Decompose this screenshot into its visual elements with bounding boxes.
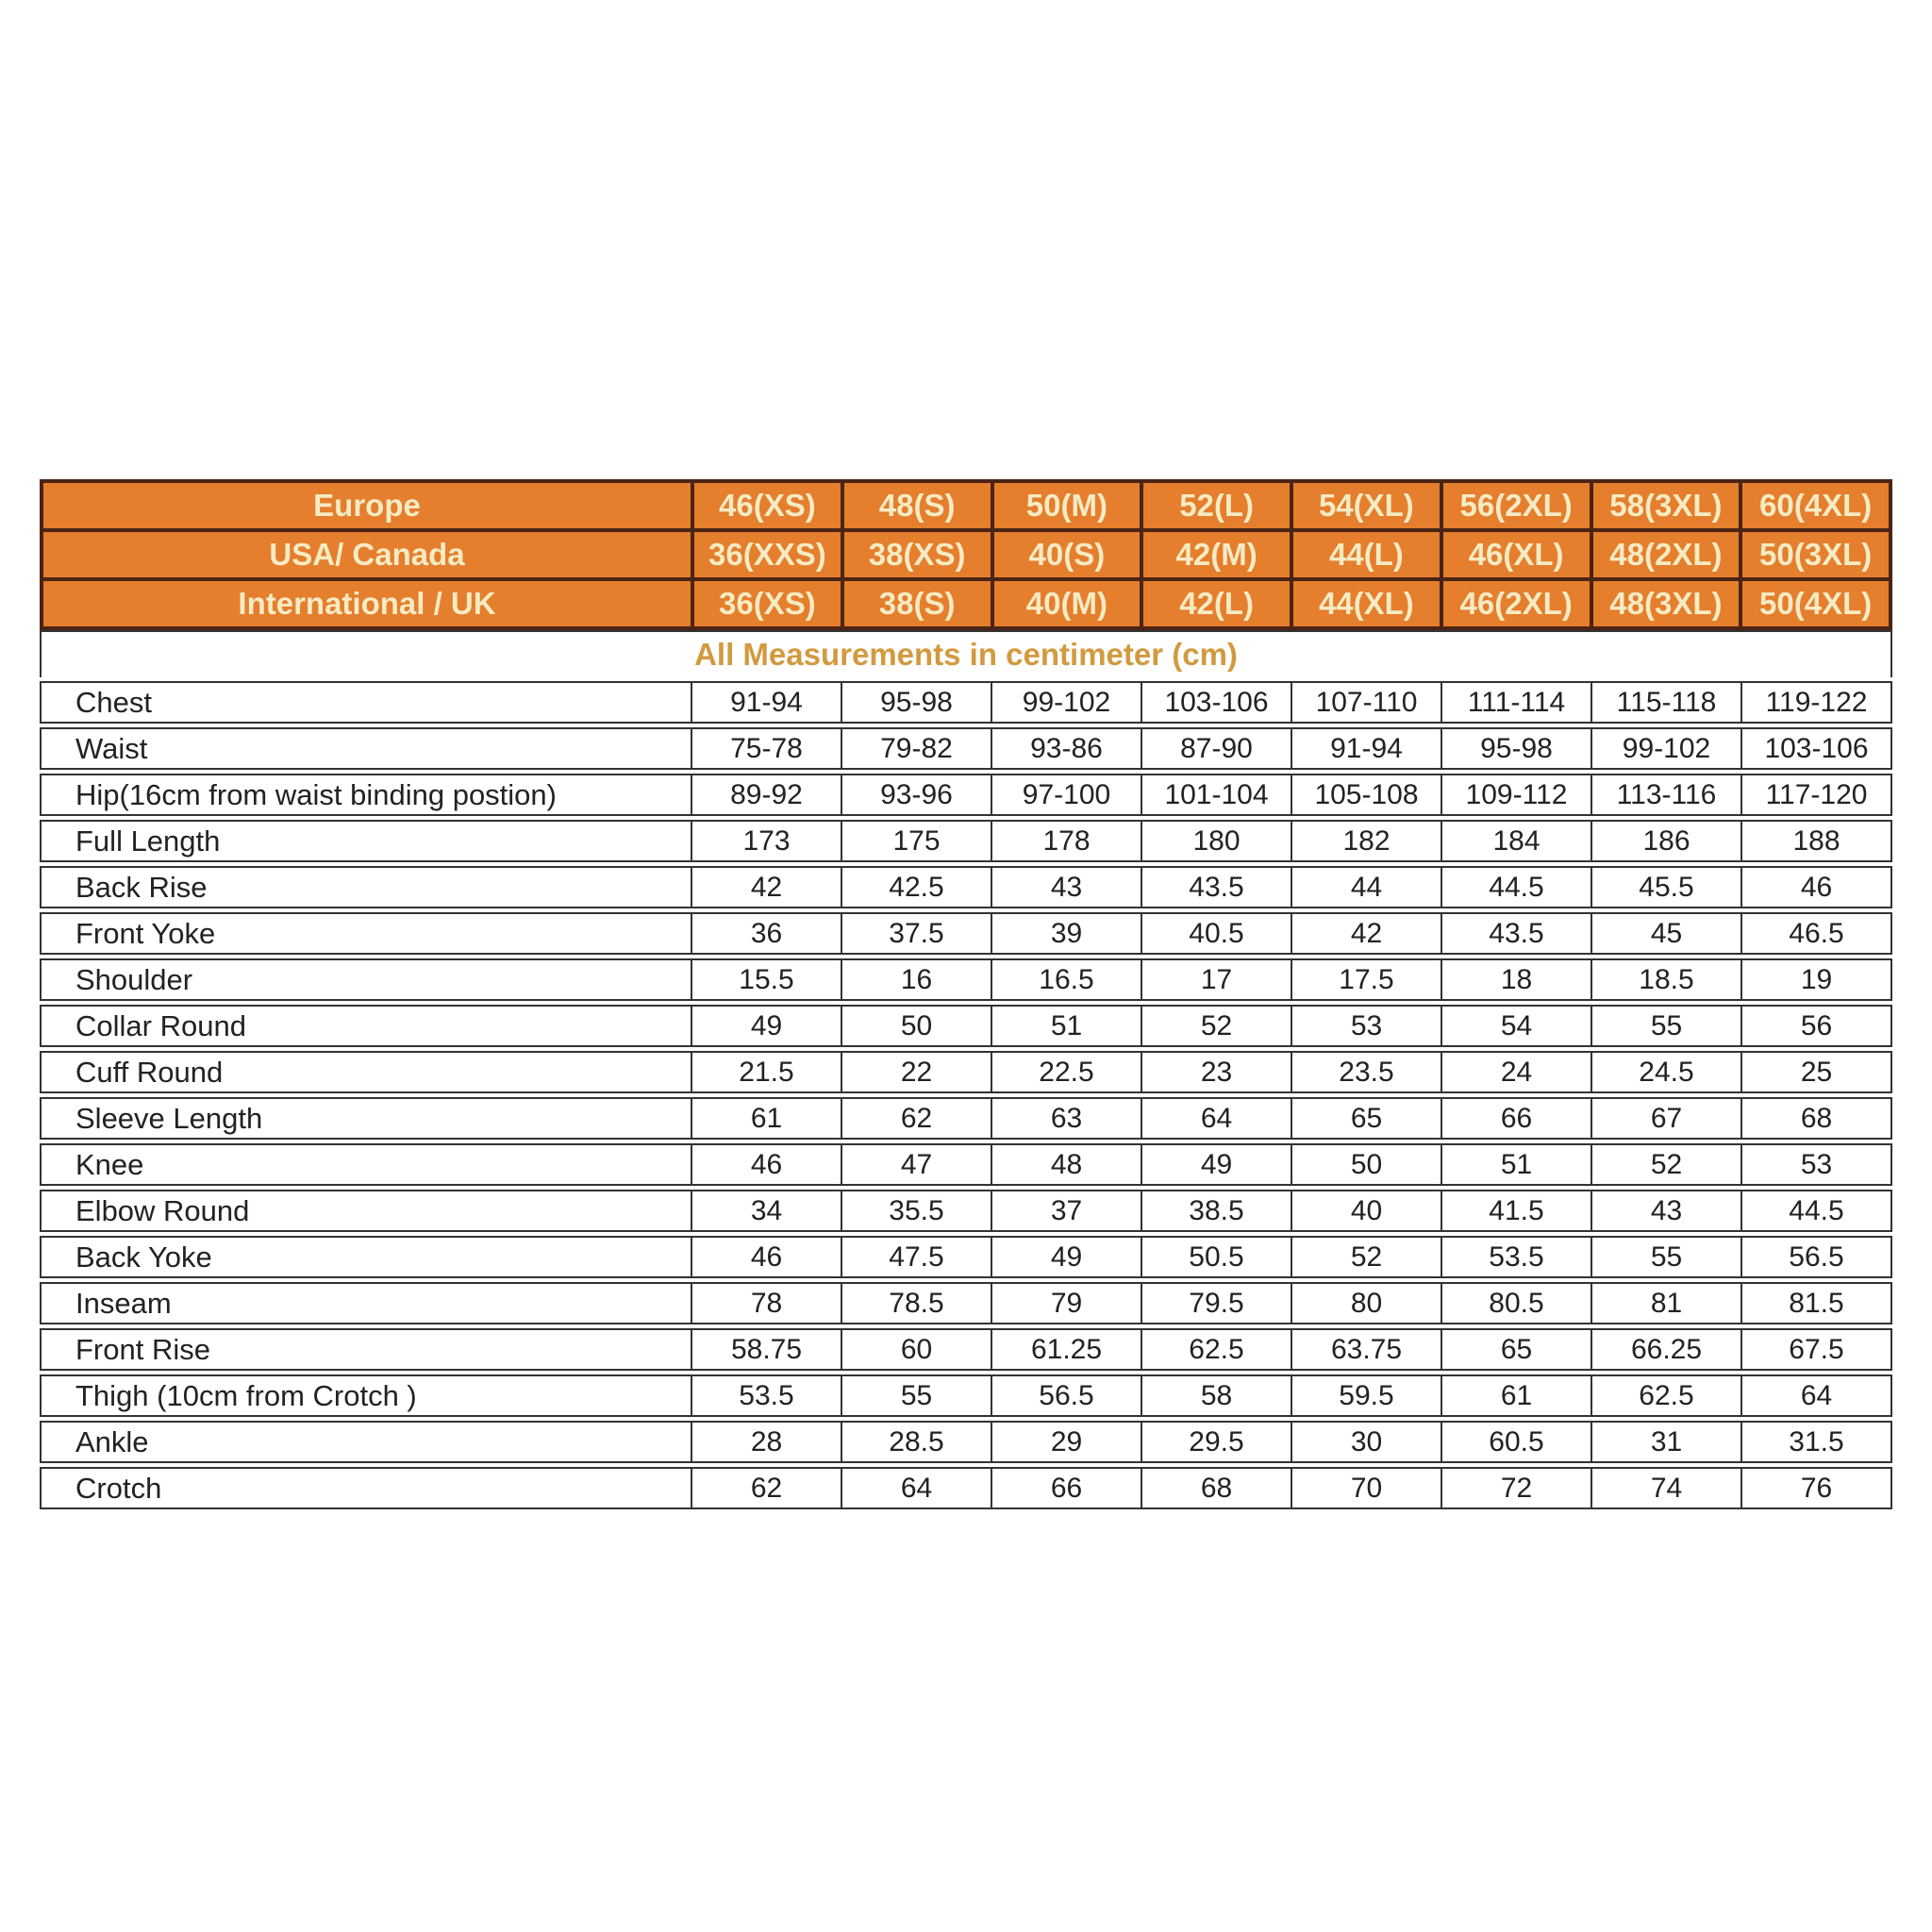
value-cell: 43.5 xyxy=(1141,868,1291,907)
header-size-cell: 48(3XL) xyxy=(1593,581,1740,626)
value-cell: 62 xyxy=(841,1099,991,1138)
table-row xyxy=(40,820,1892,862)
value-cell: 80 xyxy=(1291,1284,1441,1323)
header-size-cell: 46(XL) xyxy=(1443,532,1590,577)
value-cell: 93-96 xyxy=(841,775,991,814)
header-size-cell: 48(S) xyxy=(844,483,991,528)
value-cell: 49 xyxy=(691,1007,841,1045)
value-cell: 175 xyxy=(841,822,991,860)
value-cell: 67.5 xyxy=(1740,1330,1890,1369)
value-cell: 117-120 xyxy=(1740,775,1890,814)
value-cell: 23 xyxy=(1141,1053,1291,1091)
value-cell: 53 xyxy=(1740,1145,1890,1184)
value-cell: 53 xyxy=(1291,1007,1441,1045)
header-size-cell: 50(3XL) xyxy=(1742,532,1889,577)
value-cell: 60 xyxy=(841,1330,991,1369)
value-cell: 74 xyxy=(1591,1469,1740,1507)
value-cell: 52 xyxy=(1591,1145,1740,1184)
header-size-cell: 38(S) xyxy=(844,581,991,626)
header-size-cell: 40(M) xyxy=(994,581,1141,626)
value-cell: 52 xyxy=(1141,1007,1291,1045)
value-cell: 58 xyxy=(1141,1376,1291,1415)
header-size-cell: 52(L) xyxy=(1143,483,1290,528)
value-cell: 184 xyxy=(1441,822,1591,860)
row-label: Front Rise xyxy=(75,1332,210,1366)
value-cell: 47 xyxy=(841,1145,991,1184)
value-cell: 91-94 xyxy=(1291,729,1441,768)
row-label: Sleeve Length xyxy=(75,1101,263,1135)
table-row xyxy=(40,1051,1892,1093)
value-cell: 21.5 xyxy=(691,1053,841,1091)
row-label: Back Yoke xyxy=(75,1240,212,1274)
value-cell: 18 xyxy=(1441,960,1591,999)
value-cell: 45 xyxy=(1591,914,1740,953)
header-size-cell: 50(M) xyxy=(994,483,1141,528)
value-cell: 56 xyxy=(1740,1007,1890,1045)
row-label: Ankle xyxy=(75,1424,149,1458)
table-row xyxy=(40,1421,1892,1463)
header-size-cell: 58(3XL) xyxy=(1593,483,1740,528)
value-cell: 180 xyxy=(1141,822,1291,860)
value-cell: 65 xyxy=(1291,1099,1441,1138)
value-cell: 66 xyxy=(991,1469,1141,1507)
value-cell: 182 xyxy=(1291,822,1441,860)
value-cell: 36 xyxy=(691,914,841,953)
value-cell: 75-78 xyxy=(691,729,841,768)
row-label: Shoulder xyxy=(75,962,193,996)
row-label: Crotch xyxy=(75,1471,162,1505)
value-cell: 68 xyxy=(1740,1099,1890,1138)
header-size-cell: 40(S) xyxy=(994,532,1141,577)
row-label: Elbow Round xyxy=(75,1193,250,1227)
row-label: Full Length xyxy=(75,824,221,858)
value-cell: 22 xyxy=(841,1053,991,1091)
header-size-cell: 56(2XL) xyxy=(1443,483,1590,528)
value-cell: 79.5 xyxy=(1141,1284,1291,1323)
value-cell: 115-118 xyxy=(1591,683,1740,722)
measurement-rows-container xyxy=(40,681,1892,1509)
value-cell: 42 xyxy=(691,868,841,907)
value-cell: 58.75 xyxy=(691,1330,841,1369)
table-row xyxy=(40,1282,1892,1324)
value-cell: 43 xyxy=(991,868,1141,907)
row-label: Inseam xyxy=(75,1286,172,1320)
value-cell: 113-116 xyxy=(1591,775,1740,814)
value-cell: 188 xyxy=(1740,822,1890,860)
value-cell: 107-110 xyxy=(1291,683,1441,722)
value-cell: 46 xyxy=(1740,868,1890,907)
value-cell: 70 xyxy=(1291,1469,1441,1507)
value-cell: 44.5 xyxy=(1441,868,1591,907)
value-cell: 66.25 xyxy=(1591,1330,1740,1369)
value-cell: 105-108 xyxy=(1291,775,1441,814)
value-cell: 48 xyxy=(991,1145,1141,1184)
header-size-cell: 38(XS) xyxy=(844,532,991,577)
table-row xyxy=(40,1236,1892,1278)
value-cell: 24 xyxy=(1441,1053,1591,1091)
row-label: Knee xyxy=(75,1147,144,1181)
value-cell: 64 xyxy=(1141,1099,1291,1138)
value-cell: 178 xyxy=(991,822,1141,860)
value-cell: 19 xyxy=(1740,960,1890,999)
value-cell: 43.5 xyxy=(1441,914,1591,953)
value-cell: 31 xyxy=(1591,1423,1740,1461)
header-size-cell: 50(4XL) xyxy=(1742,581,1889,626)
value-cell: 37 xyxy=(991,1191,1141,1230)
row-label: Waist xyxy=(75,731,148,765)
value-cell: 61 xyxy=(691,1099,841,1138)
value-cell: 53.5 xyxy=(1441,1238,1591,1276)
value-cell: 49 xyxy=(1141,1145,1291,1184)
value-cell: 42.5 xyxy=(841,868,991,907)
table-row xyxy=(40,1143,1892,1186)
value-cell: 44 xyxy=(1291,868,1441,907)
value-cell: 66 xyxy=(1441,1099,1591,1138)
value-cell: 55 xyxy=(1591,1238,1740,1276)
value-cell: 30 xyxy=(1291,1423,1441,1461)
region-label-cell: Europe xyxy=(43,483,691,528)
header-size-cell: 54(XL) xyxy=(1293,483,1440,528)
header-size-cell: 46(2XL) xyxy=(1443,581,1590,626)
value-cell: 17 xyxy=(1141,960,1291,999)
value-cell: 16 xyxy=(841,960,991,999)
value-cell: 37.5 xyxy=(841,914,991,953)
value-cell: 25 xyxy=(1740,1053,1890,1091)
value-cell: 62 xyxy=(691,1469,841,1507)
value-cell: 55 xyxy=(841,1376,991,1415)
table-row xyxy=(40,958,1892,1001)
value-cell: 119-122 xyxy=(1740,683,1890,722)
value-cell: 56.5 xyxy=(1740,1238,1890,1276)
value-cell: 93-86 xyxy=(991,729,1141,768)
table-row xyxy=(40,912,1892,955)
value-cell: 72 xyxy=(1441,1469,1591,1507)
value-cell: 103-106 xyxy=(1740,729,1890,768)
value-cell: 16.5 xyxy=(991,960,1141,999)
value-cell: 111-114 xyxy=(1441,683,1591,722)
table-row xyxy=(40,1097,1892,1140)
row-label: Collar Round xyxy=(75,1008,246,1042)
table-row xyxy=(40,1190,1892,1232)
value-cell: 23.5 xyxy=(1291,1053,1441,1091)
table-row xyxy=(40,1005,1892,1047)
region-label-cell: USA/ Canada xyxy=(43,532,691,577)
value-cell: 43 xyxy=(1591,1191,1740,1230)
table-row xyxy=(40,681,1892,724)
value-cell: 78 xyxy=(691,1284,841,1323)
value-cell: 67 xyxy=(1591,1099,1740,1138)
value-cell: 173 xyxy=(691,822,841,860)
value-cell: 46.5 xyxy=(1740,914,1890,953)
value-cell: 39 xyxy=(991,914,1141,953)
value-cell: 99-102 xyxy=(1591,729,1740,768)
value-cell: 40.5 xyxy=(1141,914,1291,953)
row-label: Chest xyxy=(75,685,152,719)
value-cell: 97-100 xyxy=(991,775,1141,814)
value-cell: 59.5 xyxy=(1291,1376,1441,1415)
header-size-cell: 42(L) xyxy=(1143,581,1290,626)
value-cell: 186 xyxy=(1591,822,1740,860)
header-size-cell: 44(XL) xyxy=(1293,581,1440,626)
table-row xyxy=(40,774,1892,816)
size-chart-table xyxy=(40,479,1892,1509)
value-cell: 68 xyxy=(1141,1469,1291,1507)
value-cell: 45.5 xyxy=(1591,868,1740,907)
value-cell: 60.5 xyxy=(1441,1423,1591,1461)
value-cell: 50 xyxy=(841,1007,991,1045)
value-cell: 63.75 xyxy=(1291,1330,1441,1369)
value-cell: 40 xyxy=(1291,1191,1441,1230)
value-cell: 50 xyxy=(1291,1145,1441,1184)
header-size-cell: 36(XS) xyxy=(694,581,841,626)
value-cell: 79 xyxy=(991,1284,1141,1323)
value-cell: 53.5 xyxy=(691,1376,841,1415)
value-cell: 103-106 xyxy=(1141,683,1291,722)
value-cell: 101-104 xyxy=(1141,775,1291,814)
value-cell: 78.5 xyxy=(841,1284,991,1323)
value-cell: 65 xyxy=(1441,1330,1591,1369)
value-cell: 63 xyxy=(991,1099,1141,1138)
row-label: Cuff Round xyxy=(75,1055,224,1089)
value-cell: 62.5 xyxy=(1141,1330,1291,1369)
table-row xyxy=(40,1467,1892,1509)
measurements-unit-subtitle: All Measurements in centimeter (cm) xyxy=(40,630,1892,677)
value-cell: 87-90 xyxy=(1141,729,1291,768)
value-cell: 61 xyxy=(1441,1376,1591,1415)
value-cell: 15.5 xyxy=(691,960,841,999)
row-label: Back Rise xyxy=(75,870,208,904)
value-cell: 62.5 xyxy=(1591,1376,1740,1415)
value-cell: 64 xyxy=(1740,1376,1890,1415)
value-cell: 49 xyxy=(991,1238,1141,1276)
value-cell: 28 xyxy=(691,1423,841,1461)
header-size-cell: 46(XS) xyxy=(694,483,841,528)
value-cell: 81 xyxy=(1591,1284,1740,1323)
row-label: Hip(16cm from waist binding postion) xyxy=(75,777,557,811)
value-cell: 29.5 xyxy=(1141,1423,1291,1461)
value-cell: 29 xyxy=(991,1423,1141,1461)
value-cell: 61.25 xyxy=(991,1330,1141,1369)
value-cell: 24.5 xyxy=(1591,1053,1740,1091)
header-size-cell: 60(4XL) xyxy=(1742,483,1889,528)
value-cell: 64 xyxy=(841,1469,991,1507)
value-cell: 79-82 xyxy=(841,729,991,768)
value-cell: 35.5 xyxy=(841,1191,991,1230)
value-cell: 47.5 xyxy=(841,1238,991,1276)
value-cell: 95-98 xyxy=(1441,729,1591,768)
value-cell: 55 xyxy=(1591,1007,1740,1045)
value-cell: 109-112 xyxy=(1441,775,1591,814)
value-cell: 17.5 xyxy=(1291,960,1441,999)
value-cell: 44.5 xyxy=(1740,1191,1890,1230)
value-cell: 50.5 xyxy=(1141,1238,1291,1276)
value-cell: 28.5 xyxy=(841,1423,991,1461)
value-cell: 95-98 xyxy=(841,683,991,722)
header-size-cell: 48(2XL) xyxy=(1593,532,1740,577)
table-row xyxy=(40,866,1892,908)
value-cell: 56.5 xyxy=(991,1376,1141,1415)
row-label: Thigh (10cm from Crotch ) xyxy=(75,1378,417,1412)
value-cell: 54 xyxy=(1441,1007,1591,1045)
value-cell: 80.5 xyxy=(1441,1284,1591,1323)
header-size-cell: 42(M) xyxy=(1143,532,1290,577)
value-cell: 38.5 xyxy=(1141,1191,1291,1230)
value-cell: 41.5 xyxy=(1441,1191,1591,1230)
value-cell: 91-94 xyxy=(691,683,841,722)
value-cell: 81.5 xyxy=(1740,1284,1890,1323)
value-cell: 31.5 xyxy=(1740,1423,1890,1461)
value-cell: 89-92 xyxy=(691,775,841,814)
table-row xyxy=(40,727,1892,770)
value-cell: 51 xyxy=(1441,1145,1591,1184)
value-cell: 99-102 xyxy=(991,683,1141,722)
table-row xyxy=(40,1374,1892,1417)
row-label: Front Yoke xyxy=(75,916,216,950)
value-cell: 46 xyxy=(691,1145,841,1184)
value-cell: 42 xyxy=(1291,914,1441,953)
value-cell: 22.5 xyxy=(991,1053,1141,1091)
value-cell: 52 xyxy=(1291,1238,1441,1276)
table-row xyxy=(40,1328,1892,1371)
value-cell: 18.5 xyxy=(1591,960,1740,999)
size-header-block xyxy=(40,479,1892,630)
value-cell: 34 xyxy=(691,1191,841,1230)
header-size-cell: 36(XXS) xyxy=(694,532,841,577)
value-cell: 51 xyxy=(991,1007,1141,1045)
value-cell: 46 xyxy=(691,1238,841,1276)
header-size-cell: 44(L) xyxy=(1293,532,1440,577)
region-label-cell: International / UK xyxy=(43,581,691,626)
value-cell: 76 xyxy=(1740,1469,1890,1507)
